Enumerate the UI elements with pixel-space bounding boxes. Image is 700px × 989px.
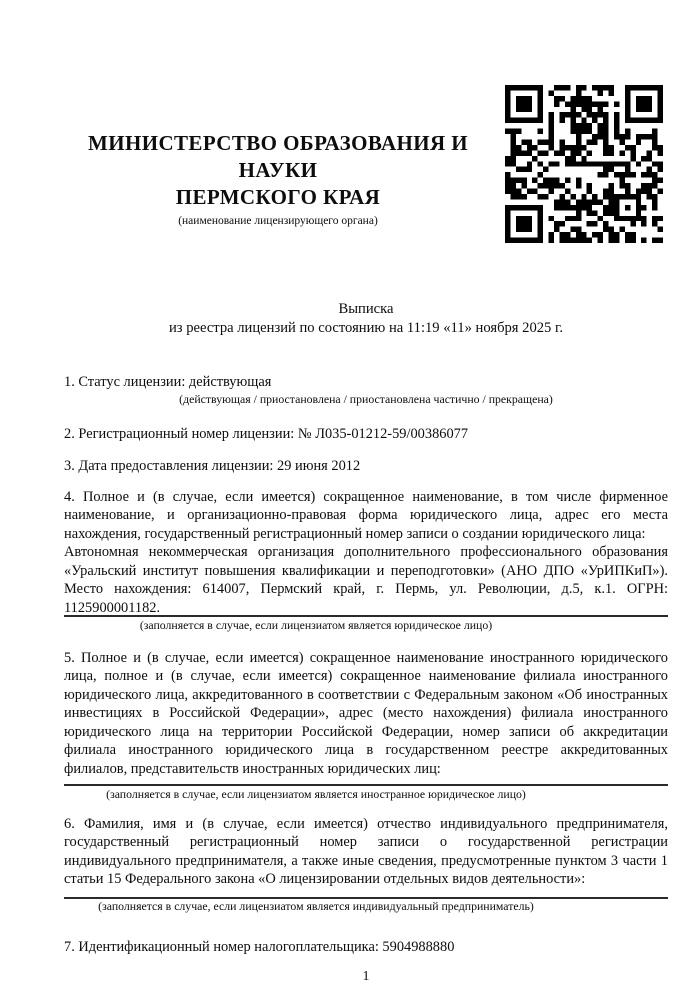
ministry-name-line1: МИНИСТЕРСТВО ОБРАЗОВАНИЯ И НАУКИ: [88, 131, 468, 182]
licensing-authority-note: (наименование лицензирующего органа): [178, 215, 378, 227]
item-6-fill-note: (заполняется в случае, если лицензиатом является индивидуальный предприниматель): [98, 899, 534, 913]
document-body: [64, 300, 668, 985]
ministry-header: [64, 130, 492, 228]
item-4-legal-entity: [64, 488, 668, 633]
item-4-entity-value: Автономная некоммерческая организация дополнительного профессионального образования «Уральский институт повышения квалификации и переподготовки» (АНО ДПО «УрИПКиП»). Место нахождения: 614007, Пермский край, г. Пермь, ул. Революции, д.5, к.1. ОГРН: 1125900001182.: [64, 544, 668, 616]
qr-code: [505, 85, 663, 243]
item-3-grant-date: [64, 457, 668, 476]
item-6-statement: 6. Фамилия, имя и (в случае, если имеется) отчество индивидуального предпринимателя, государственный регистрационный номер записи о государственной регистрации индивидуального предпринимателя, а также иные сведения, предусмотренные пунктом 3 части 1 статьи 15 Федерального закона «О лицензировании отдельных видов деятельности»:: [64, 815, 668, 887]
item-7-taxpayer-number: [64, 938, 668, 957]
item-4-statement: 4. Полное и (в случае, если имеется) сокращенное наименование, в том числе фирменное наименование, и организационно-правовая форма юридического лица, адрес его места нахождения, государственный регистрационный номер записи о создании юридического лица:: [64, 488, 668, 542]
ministry-name-line2: ПЕРМСКОГО КРАЯ: [175, 185, 381, 209]
item-2-registration-number: [64, 425, 668, 444]
item-5-foreign-entity: [64, 649, 668, 802]
item-2-text: 2. Регистрационный номер лицензии: № Л035-01212-59/00386077: [64, 425, 469, 442]
item-3-text: 3. Дата предоставления лицензии: 29 июня 2012: [64, 458, 361, 474]
document-title: [64, 300, 668, 338]
item-7-text: 7. Идентификационный номер налогоплательщика: 5904988880: [64, 939, 455, 955]
item-1-license-status: [64, 373, 668, 407]
page-number: 1: [362, 968, 370, 984]
item-4-fill-note: (заполняется в случае, если лицензиатом является юридическое лицо): [139, 617, 493, 632]
item-5-fill-note: (заполняется в случае, если лицензиатом является иностранное юридическое лицо): [106, 786, 526, 801]
document-title-date-line: из реестра лицензий по состоянию на 11:19 «11» ноября 2025 г.: [168, 320, 563, 336]
item-1-status-options-note: (действующая / приостановлена / приостановлена частично / прекращена): [179, 391, 553, 406]
item-1-text: 1. Статус лицензии: действующая: [64, 374, 272, 390]
item-5-statement: 5. Полное и (в случае, если имеется) сокращенное наименование иностранного юридического лица, полное и (в случае, если имеется) сокращенное наименование филиала иностранного юридического лица, аккредитованного в соответствии с Федеральным законом «Об иностранных инвестициях в Российской Федерации», адрес (место нахождения) филиала иностранного юридического лица на территории Российской Федерации, номер записи об аккредитации филиала иностранного юридического лица в государственном реестре аккредитованных филиалов, представительств иностранных юридических лиц:: [64, 649, 668, 777]
item-6-individual-entrepreneur: [64, 815, 668, 915]
document-title-line1: Выписка: [338, 301, 394, 317]
